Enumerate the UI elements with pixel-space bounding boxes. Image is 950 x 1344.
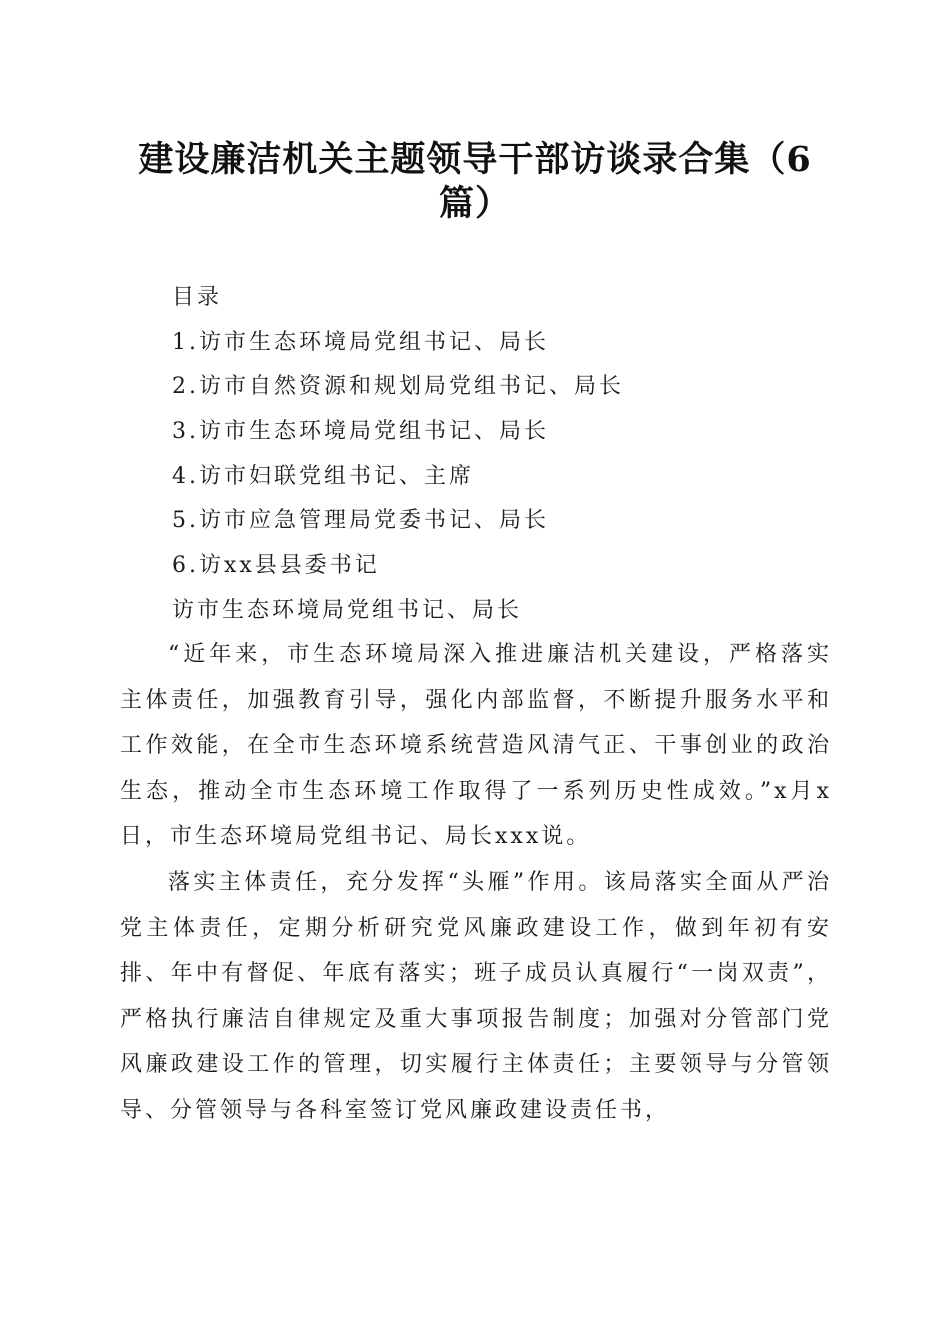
toc-item: 6.访xx县县委书记 [172,553,380,579]
toc-item: 5.访市应急管理局党委书记、局长 [172,508,549,534]
toc-item: 1.访市生态环境局党组书记、局长 [172,329,549,355]
paragraph: “近年来，市生态环境局深入推进廉洁机关建设，严格落实主体责任，加强教育引导，强化内部监督，不断提升服务水平和工作效能，在全市生态环境系统营造风清气正、干事创业的政治生态，推动全市生态环境工作取得了一系列历史性成效。”x月x日，市生态环境局党组书记、局长xxx说。 [120,642,832,850]
section-heading: 访市生态环境局党组书记、局长 [172,597,523,623]
article-body [120,632,832,1134]
paragraph: 落实主体责任，充分发挥“头雁”作用。该局落实全面从严治党主体责任，定期分析研究党风廉政建设工作，做到年初有安排、年中有督促、年底有落实；班子成员认真履行“一岗双责”，严格执行廉洁自律规定及重大事项报告制度；加强对分管部门党风廉政建设工作的管理，切实履行主体责任；主要领导与分管领导、分管领导与各科室签订党风廉政建设责任书， [120,869,832,1123]
toc-item: 4.访市妇联党组书记、主席 [172,463,474,489]
table-of-contents [172,276,822,634]
toc-item: 3.访市生态环境局党组书记、局长 [172,419,549,445]
toc-item: 2.访市自然资源和规划局党组书记、局长 [172,374,624,400]
toc-heading: 目录 [172,285,223,310]
document-title: 建设廉洁机关主题领导干部访谈录合集（6篇） [138,139,812,224]
